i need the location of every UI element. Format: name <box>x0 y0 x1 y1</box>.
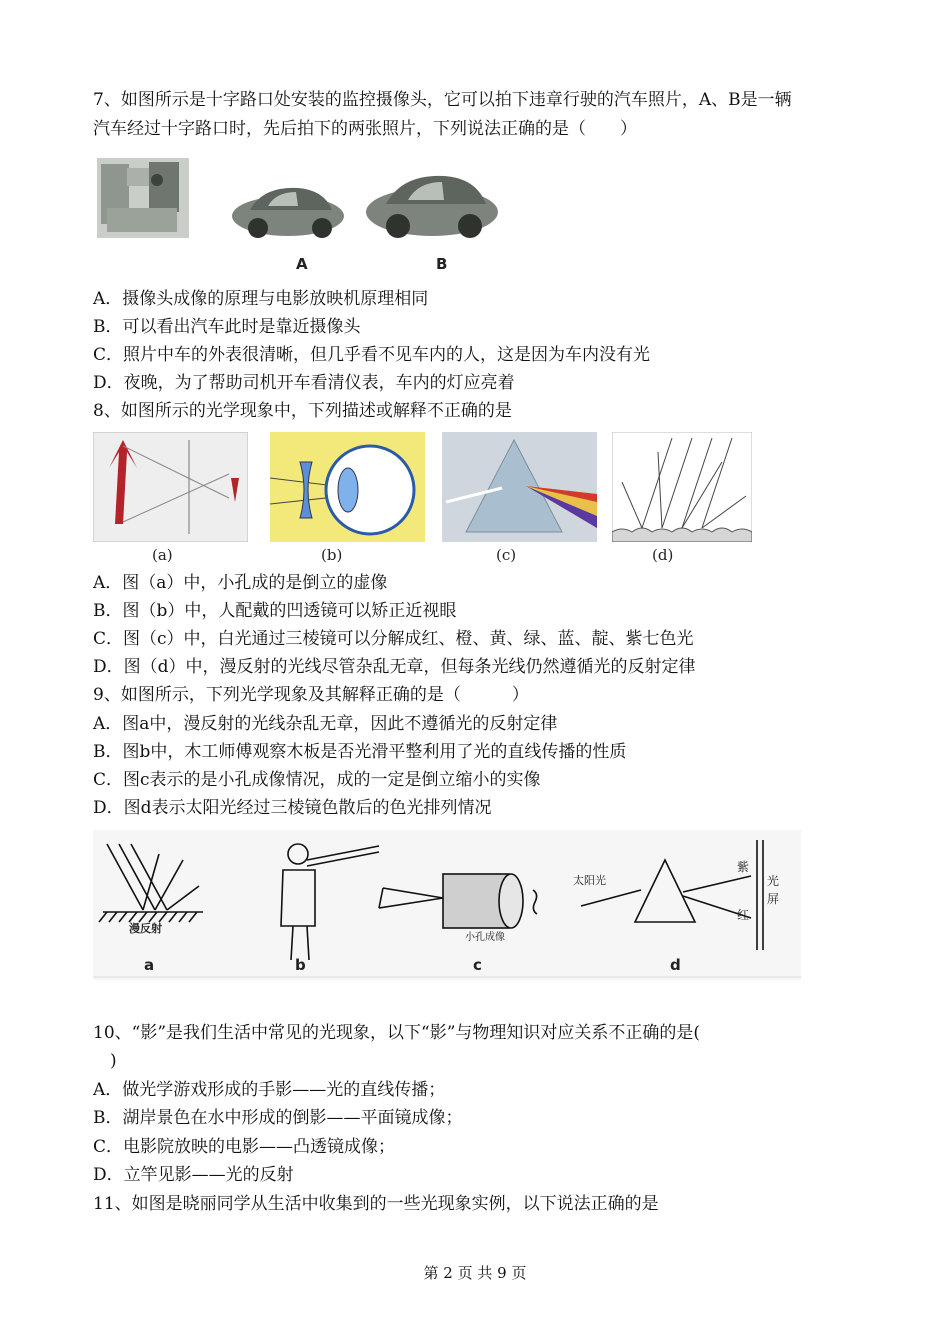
q7-option-c: C．照片中车的外表很清晰，但几乎看不见车内的人，这是因为车内没有光 <box>93 345 651 365</box>
q8-option-c: C．图（c）中，白光通过三棱镜可以分解成红、橙、黄、绿、蓝、靛、紫七色光 <box>93 629 694 649</box>
q8-caption-b: (b) <box>321 546 343 564</box>
q7-option-b: B．可以看出汽车此时是靠近摄像头 <box>93 317 361 337</box>
q9-label-pinhole: 小孔成像 <box>465 932 505 943</box>
q10-stem-line2: ) <box>110 1051 117 1071</box>
q8-caption-a: (a) <box>152 546 173 564</box>
q8-figure-b <box>270 432 425 542</box>
q8-caption-c: (c) <box>496 546 517 564</box>
q7-option-d: D．夜晚，为了帮助司机开车看清仪表，车内的灯应亮着 <box>93 373 515 393</box>
q9-option-a: A．图a中，漫反射的光线杂乱无章，因此不遵循光的反射定律 <box>93 714 558 734</box>
q9-option-d: D．图d表示太阳光经过三棱镜色散后的色光排列情况 <box>93 798 492 818</box>
q9-label-red: 红 <box>737 908 750 922</box>
q9-caption-b: b <box>295 956 306 974</box>
q8-figure-d <box>612 432 752 542</box>
q9-label-screen: 光屏 <box>767 874 780 906</box>
q8-figure-a <box>93 432 248 542</box>
q8-option-d: D．图（d）中，漫反射的光线尽管杂乱无章，但每条光线仍然遵循光的反射定律 <box>93 657 696 677</box>
q10-option-d: D．立竿见影——光的反射 <box>93 1165 294 1185</box>
q9-option-c: C．图c表示的是小孔成像情况，成的一定是倒立缩小的实像 <box>93 770 541 790</box>
q9-label-diffuse: 漫反射 <box>129 922 162 935</box>
q10-stem-line1: 10、“影”是我们生活中常见的光现象，以下“影”与物理知识对应关系不正确的是( <box>93 1023 701 1043</box>
q7-label-a: A <box>296 255 308 273</box>
q8-stem: 8、如图所示的光学现象中，下列描述或解释不正确的是 <box>93 401 512 421</box>
q7-camera-image <box>97 158 189 238</box>
q9-caption-a: a <box>144 956 155 974</box>
q9-figure-strip <box>93 830 801 980</box>
q10-option-c: C．电影院放映的电影——凸透镜成像； <box>93 1137 396 1157</box>
q8-option-b: B．图（b）中，人配戴的凹透镜可以矫正近视眼 <box>93 601 457 621</box>
q9-label-sunlight: 太阳光 <box>573 874 606 887</box>
page-footer: 第 2 页 共 9 页 <box>423 1264 527 1282</box>
q10-option-a: A．做光学游戏形成的手影——光的直线传播； <box>93 1080 446 1100</box>
q7-option-a: A．摄像头成像的原理与电影放映机原理相同 <box>93 289 429 309</box>
q9-caption-d: d <box>670 956 681 974</box>
q9-caption-c: c <box>473 956 482 974</box>
q8-caption-d: (d) <box>652 546 674 564</box>
q9-label-purple: 紫 <box>737 860 750 874</box>
q7-car-a-image <box>228 180 348 240</box>
q10-option-b: B．湖岸景色在水中形成的倒影——平面镜成像； <box>93 1108 463 1128</box>
q7-label-b: B <box>436 255 448 273</box>
q7-stem-line2: 汽车经过十字路口时，先后拍下的两张照片，下列说法正确的是（ ） <box>93 119 637 139</box>
q8-option-a: A．图（a）中，小孔成的是倒立的虚像 <box>93 573 388 593</box>
q7-car-b-image <box>362 168 502 240</box>
q9-option-b: B．图b中，木工师傅观察木板是否光滑平整利用了光的直线传播的性质 <box>93 742 627 762</box>
q8-figure-c <box>442 432 597 542</box>
q7-stem-line1: 7、如图所示是十字路口处安装的监控摄像头，它可以拍下违章行驶的汽车照片，A、B是一辆 <box>93 90 792 110</box>
q9-stem: 9、如图所示，下列光学现象及其解释正确的是（ ） <box>93 685 529 705</box>
q11-stem: 11、如图是晓丽同学从生活中收集到的一些光现象实例，以下说法正确的是 <box>93 1194 659 1214</box>
